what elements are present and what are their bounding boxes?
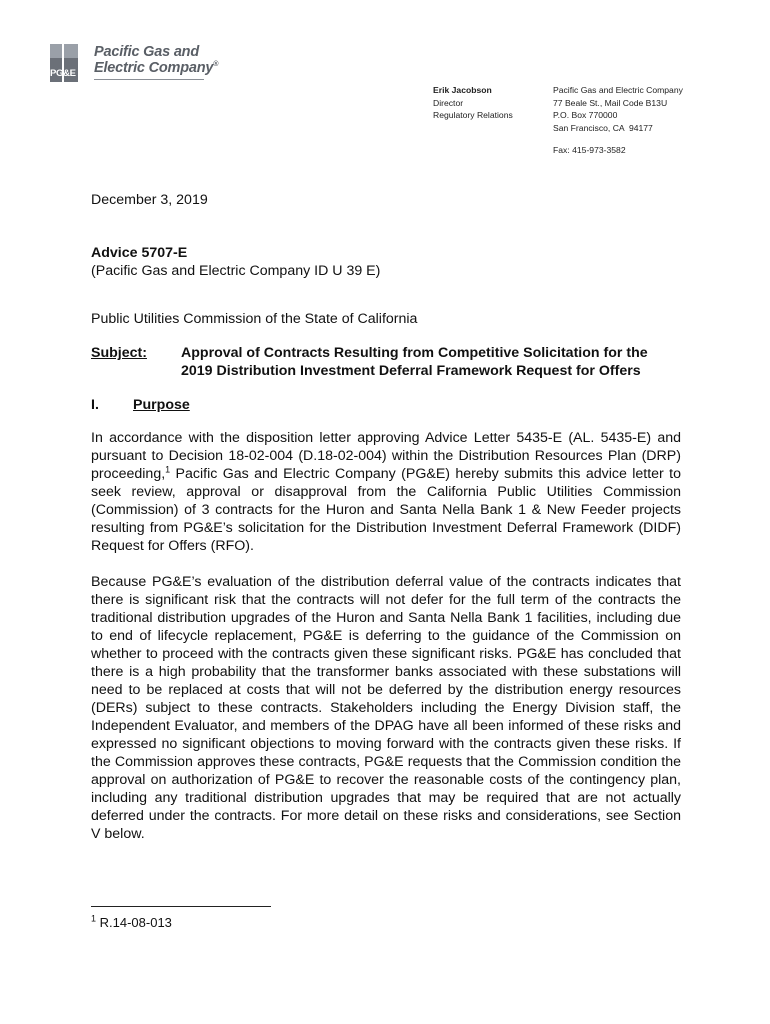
subject-line2: 2019 Distribution Investment Deferral Framework Request for Offers [181, 363, 641, 379]
footnote-divider [91, 906, 271, 907]
logo-letters: PG&E [50, 68, 76, 79]
purpose-paragraph-1: In accordance with the disposition letter approving Advice Letter 5435-E (AL. 5435-E) and pursuant to Decision 18-02-004 (D.18-02-004) within the Distribution Resources Plan (DRP) proceeding,$^1$ Pacific Gas and Electric Company (PG&E) hereby submits this advice letter to seek review, approval or disapproval from the California Public Utilities Commission (Commission) of 3 contracts for the Huron and Santa Nella Bank 1 & New Feeder projects resulting from PG&E’s solicitation for the Distribution Investment Deferral Framework (DIDF) Request for Offers (RFO). [91, 430, 681, 554]
advice-subtitle: (Pacific Gas and Electric Company ID U 39 E) [91, 263, 381, 279]
section-title: Purpose [133, 397, 190, 413]
address-line2: 77 Beale St., Mail Code B13U [553, 97, 668, 108]
address-line4: San Francisco, CA 94177 [553, 122, 653, 133]
subject-label: Subject: [91, 345, 147, 361]
company-name-line1: Pacific Gas and [94, 44, 199, 60]
footnote [91, 914, 172, 932]
footnote-text: R.14-08-013 [99, 915, 172, 930]
address-line1: Pacific Gas and Electric Company [553, 85, 683, 95]
footnote-reference: 1 [165, 464, 171, 475]
fax-number: Fax: 415-973-3582 [553, 145, 626, 156]
sender-title: Director [433, 97, 464, 108]
registered-mark: ® [213, 61, 219, 69]
subject-line1: Approval of Contracts Resulting from Competitive Solicitation for the [181, 345, 648, 361]
section-number: I. [91, 397, 99, 413]
sender-block [433, 84, 543, 122]
recipient: Public Utilities Commission of the State of California [91, 311, 418, 327]
logo-underline [94, 79, 204, 80]
footnote-number: 1 [91, 913, 97, 924]
purpose-paragraph-2: Because PG&E’s evaluation of the distribution deferral value of the contracts indicates that there is significant risk that the contracts will not defer for the full term of the contracts the traditional distribution upgrades of the Huron and Santa Nella Bank 1 facilities, including due to end of lifecycle replacement, PG&E is deferring to the guidance of the Commission on whether to proceed with the contracts given these significant risks. PG&E has concluded that there is a high probability that the transformer banks associated with these substations will need to be replaced at costs that will not be deferred by the distribution energy resources (DERs) subject to these contracts. Stakeholders including the Energy Division staff, the Independent Evaluator, and members of the DPAG have all been informed of these risks and expressed no significant objections to moving forward with the contracts given these risks. If the Commission approves these contracts, PG&E requests that the Commission condition the approval on authorization of PG&E to recover the reasonable costs of the contingency plan, including any traditional distribution upgrades that may be required that are not actually deferred under the contracts. For more detail on these risks and considerations, see Section V below. [91, 574, 681, 842]
address-line3: P.O. Box 770000 [553, 110, 618, 121]
letter-date: December 3, 2019 [91, 192, 208, 208]
subject-text [181, 344, 691, 380]
company-name [94, 44, 218, 76]
company-name-line2: Electric Company® [94, 60, 219, 76]
sender-name: Erik Jacobson [433, 85, 492, 95]
sender-department: Regulatory Relations [433, 110, 513, 121]
advice-title: Advice 5707-E [91, 245, 188, 261]
address-block [553, 84, 733, 157]
